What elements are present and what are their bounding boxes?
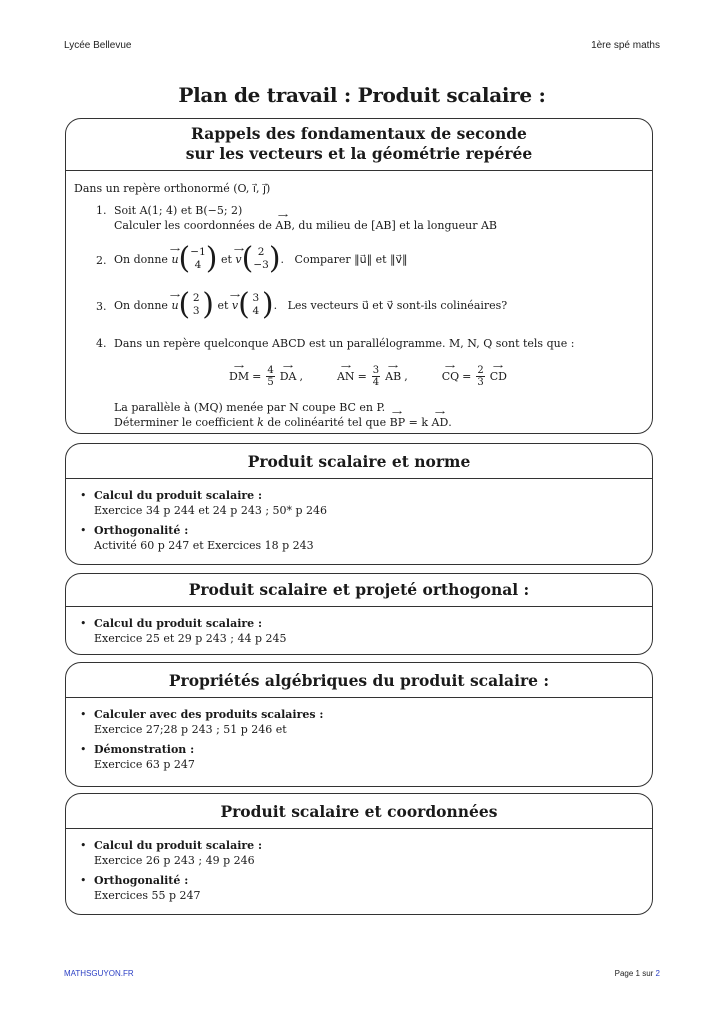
coord-x: 2 xyxy=(257,246,265,258)
section-title: Produit scalaire et coordonnées xyxy=(220,802,498,821)
title-line-2: sur les vecteurs et la géométrie repérée xyxy=(185,144,533,163)
vector-u: → u xyxy=(171,252,178,267)
vector: → DM xyxy=(229,369,249,384)
text: . xyxy=(273,298,278,312)
fraction xyxy=(476,365,484,388)
item-title: Calcul du produit scalaire : xyxy=(94,839,263,852)
total-pages-link[interactable]: 2 xyxy=(655,969,660,978)
item-text: Exercice 26 p 243 ; 49 p 246 xyxy=(94,854,255,867)
vector-u-coords xyxy=(178,241,218,276)
item-title: Calculer avec des produits scalaires : xyxy=(94,708,324,721)
coord-y: 4 xyxy=(252,305,260,317)
item-text: Exercice 63 p 247 xyxy=(94,758,195,771)
bullet: • xyxy=(80,708,87,721)
bullet: • xyxy=(80,743,87,756)
right-paren: ) xyxy=(268,241,281,276)
item-title: Orthogonalité : xyxy=(94,524,189,537)
section-content xyxy=(66,479,652,553)
intro-text: Dans un repère orthonormé (O, i⃗, j⃗) xyxy=(74,182,271,195)
section-norme xyxy=(65,443,653,565)
section-title: Propriétés algébriques du produit scalaire : xyxy=(168,671,550,690)
item-text: Exercice 34 p 244 et 24 p 243 ; 50* p 246 xyxy=(94,504,328,517)
question-number: 2. xyxy=(96,254,107,267)
bullet: • xyxy=(80,524,87,537)
footer-page-number xyxy=(615,969,660,978)
text: On donne xyxy=(114,252,168,266)
vector: → CD xyxy=(490,369,507,384)
section-title: Produit scalaire et projeté orthogonal : xyxy=(188,580,530,599)
text: Les vecteurs u⃗ et v⃗ sont-ils colinéaires? xyxy=(287,298,508,312)
vector: → AN xyxy=(337,369,355,384)
list-item xyxy=(78,873,652,903)
left-paren: ( xyxy=(241,241,254,276)
footer-site-link[interactable]: MATHSGUYON.FR xyxy=(64,969,134,978)
coord-x: 3 xyxy=(252,292,260,304)
text: Calculer les coordonnées de xyxy=(114,219,276,232)
question-4 xyxy=(74,336,652,430)
vector: → AB xyxy=(385,369,401,384)
item-title: Démonstration : xyxy=(94,743,195,756)
section-rappels-title xyxy=(66,124,652,164)
text: , du milieu de [AB] et la longueur AB xyxy=(291,219,498,232)
vector: → CQ xyxy=(442,369,459,384)
text: de colinéarité tel que xyxy=(263,416,390,429)
page-title: Plan de travail : Produit scalaire : xyxy=(178,83,546,107)
fraction xyxy=(266,365,274,388)
section-content xyxy=(66,607,652,646)
question-4-tail xyxy=(114,400,652,430)
vector-v: → v xyxy=(232,298,238,313)
left-paren: ( xyxy=(178,241,191,276)
question-4-line-b xyxy=(114,415,652,430)
section-projete xyxy=(65,573,653,655)
coords xyxy=(253,246,268,272)
section-coordonnees xyxy=(65,793,653,915)
bullet: • xyxy=(80,839,87,852)
header-class: 1ère spé maths xyxy=(591,40,660,51)
numerator: 4 xyxy=(267,365,274,376)
question-3-line xyxy=(114,287,508,322)
question-1-line-1: Soit A(1; 4) et B(−5; 2) xyxy=(114,204,243,217)
vector-u-coords xyxy=(178,287,214,322)
item-text: Activité 60 p 247 et Exercices 18 p 243 xyxy=(94,539,314,552)
list-item xyxy=(78,707,652,737)
item-title: Orthogonalité : xyxy=(94,874,189,887)
denominator: 4 xyxy=(372,377,380,388)
list-item xyxy=(78,838,652,868)
numerator: 3 xyxy=(372,365,380,376)
question-3 xyxy=(74,287,652,322)
list-item xyxy=(78,523,652,553)
bullet: • xyxy=(80,617,87,630)
list-item xyxy=(78,742,652,772)
text: et xyxy=(220,252,232,266)
right-paren: ) xyxy=(205,241,218,276)
coord-y: 4 xyxy=(194,259,202,271)
fraction xyxy=(372,365,380,388)
coord-x: −1 xyxy=(190,246,206,258)
list-item xyxy=(78,488,652,518)
text: . xyxy=(448,416,452,429)
relation-an: → AN = $\frac{3}{4}$ → AB , xyxy=(337,365,408,388)
relation-cq: → CQ = $\frac{2}{3}$ → CD xyxy=(442,365,507,388)
text: On donne xyxy=(114,298,168,312)
section-proprietes xyxy=(65,662,653,787)
vector-u: → u xyxy=(171,298,178,313)
vector-ad: → AD xyxy=(432,415,449,430)
coords xyxy=(190,292,202,318)
item-text: Exercice 25 et 29 p 243 ; 44 p 245 xyxy=(94,632,287,645)
question-number: 3. xyxy=(96,300,107,313)
section-content xyxy=(66,829,652,903)
text: et xyxy=(217,298,229,312)
vector-v: → v xyxy=(235,252,241,267)
denominator: 3 xyxy=(477,377,484,388)
text: = k xyxy=(405,416,432,429)
question-1 xyxy=(74,203,652,233)
left-paren: ( xyxy=(178,287,191,322)
question-2-line xyxy=(114,241,408,276)
header-school: Lycée Bellevue xyxy=(64,40,132,51)
coord-y: 3 xyxy=(192,305,200,317)
vector-v-coords xyxy=(238,287,274,322)
list-item xyxy=(78,616,652,646)
section-rappels-content xyxy=(66,171,652,430)
left-paren: ( xyxy=(238,287,250,322)
right-paren: ) xyxy=(202,287,214,322)
title-line-1: Rappels des fondamentaux de seconde xyxy=(191,124,527,143)
item-title: Calcul du produit scalaire : xyxy=(94,489,263,502)
section-rappels xyxy=(65,118,653,434)
relations-row xyxy=(114,365,652,388)
numerator: 2 xyxy=(477,365,484,376)
vector-bp: → BP xyxy=(390,415,406,430)
coord-x: 2 xyxy=(192,292,200,304)
question-4-line-a: La parallèle à (MQ) menée par N coupe BC en P. xyxy=(114,401,386,414)
question-1-line-2 xyxy=(114,218,652,233)
item-text: Exercices 55 p 247 xyxy=(94,889,201,902)
item-text: Exercice 27;28 p 243 ; 51 p 246 et xyxy=(94,723,287,736)
section-content xyxy=(66,698,652,772)
text: k xyxy=(257,416,264,429)
vector-ab: → AB xyxy=(275,218,291,233)
coord-y: −3 xyxy=(253,259,269,271)
page-label: Page 1 sur xyxy=(614,969,656,978)
question-2 xyxy=(74,241,652,276)
question-number: 1. xyxy=(96,204,107,217)
coords xyxy=(190,246,205,272)
coords xyxy=(250,292,262,318)
bullet: • xyxy=(80,489,87,502)
vector: → DA xyxy=(280,369,297,384)
right-paren: ) xyxy=(261,287,274,322)
text: Comparer ‖u⃗‖ et ‖v⃗‖ xyxy=(294,252,408,266)
text: Déterminer le coefficient xyxy=(114,416,258,429)
section-title: Produit scalaire et norme xyxy=(247,452,471,471)
question-4-text: Dans un repère quelconque ABCD est un parallélogramme. M, N, Q sont tels que : xyxy=(114,337,575,350)
relation-dm: → DM = $\frac{4}{5}$ → DA , xyxy=(229,365,303,388)
bullet: • xyxy=(80,874,87,887)
question-number: 4. xyxy=(96,337,107,350)
vector-v-coords xyxy=(241,241,281,276)
denominator: 5 xyxy=(267,377,274,388)
text: . xyxy=(280,252,285,266)
item-title: Calcul du produit scalaire : xyxy=(94,617,263,630)
